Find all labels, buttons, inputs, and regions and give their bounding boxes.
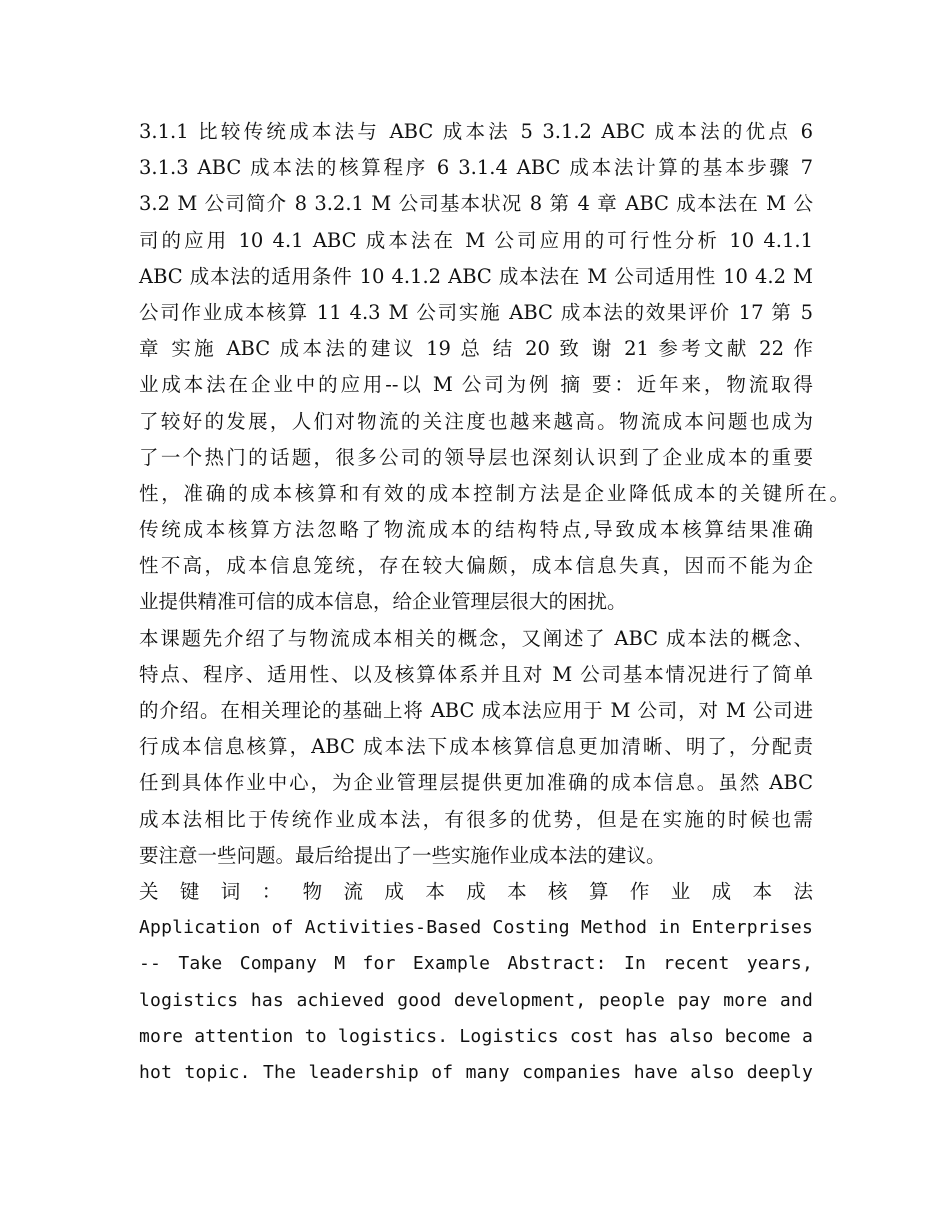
english-title-line: Application of Activities-Based Costing Method in Enterprises xyxy=(139,917,813,939)
text-line: 3.1.1 比较传统成本法与 ABC 成本法 5 3.1.2 ABC 成本法的优点 6 xyxy=(139,120,813,143)
text-line: 的介绍。在相关理论的基础上将 ABC 成本法应用于 M 公司，对 M 公司进 xyxy=(139,699,813,722)
text-line: 公司作业成本核算 11 4.3 M 公司实施 ABC 成本法的效果评价 17 第 5 xyxy=(139,300,813,324)
text-line: ABC 成本法的适用条件 10 4.1.2 ABC 成本法在 M 公司适用性 10 4.2 M xyxy=(139,264,813,288)
text-line: 业成本法在企业中的应用--以 M 公司为例 摘 要：近年来，物流取得 xyxy=(139,373,813,397)
text-line: 章 实施 ABC 成本法的建议 19 总 结 20 致 谢 21 参考文献 22 作 xyxy=(139,337,813,361)
text-line: 性不高，成本信息笼统，存在较大偏颇，成本信息失真，因而不能为企 xyxy=(139,554,813,578)
english-text-line: hot topic. The leadership of many companies have also deeply xyxy=(139,1061,813,1083)
text-line: 行成本信息核算，ABC 成本法下成本核算信息更加清晰、明了，分配责 xyxy=(139,735,813,759)
text-line: 了一个热门的话题，很多公司的领导层也深刻认识到了企业成本的重要 xyxy=(139,445,813,469)
text-line: 业提供精准可信的成本信息，给企业管理层很大的困扰。 xyxy=(139,590,627,614)
english-text-line: more attention to logistics. Logistics cost has also become a xyxy=(139,1025,813,1047)
text-line: 任到具体作业中心，为企业管理层提供更加准确的成本信息。虽然 ABC xyxy=(139,771,813,795)
text-line: 特点、程序、适用性、以及核算体系并且对 M 公司基本情况进行了简单 xyxy=(139,662,813,686)
document-body xyxy=(139,114,849,1091)
text-line: 本课题先介绍了与物流成本相关的概念，又阐述了 ABC 成本法的概念、 xyxy=(139,626,813,650)
text-line: 性，准确的成本核算和有效的成本控制方法是企业降低成本的关键所在。 xyxy=(139,481,849,505)
text-line: 了较好的发展，人们对物流的关注度也越来越高。物流成本问题也成为 xyxy=(139,409,813,433)
text-line: 3.2 M 公司简介 8 3.2.1 M 公司基本状况 8 第 4 章 ABC 成本法在 M 公 xyxy=(139,192,813,216)
english-text-line: -- Take Company M for Example Abstract: In recent years, xyxy=(139,953,813,975)
text-line: 传统成本核算方法忽略了物流成本的结构特点,导致成本核算结果准确 xyxy=(139,518,813,542)
text-line: 司的应用 10 4.1 ABC 成本法在 M 公司应用的可行性分析 10 4.1.1 xyxy=(139,228,813,252)
text-line: 3.1.3 ABC 成本法的核算程序 6 3.1.4 ABC 成本法计算的基本步骤 7 xyxy=(139,156,813,180)
text-line: 要注意一些问题。最后给提出了一些实施作业成本法的建议。 xyxy=(139,843,666,867)
keywords-line: 关 键 词 ： 物 流 成 本 成 本 核 算 作 业 成 本 法 xyxy=(139,879,813,903)
text-line: 成本法相比于传统作业成本法，有很多的优势，但是在实施的时候也需 xyxy=(139,807,813,831)
english-text-line: logistics has achieved good development, people pay more and xyxy=(139,989,813,1011)
